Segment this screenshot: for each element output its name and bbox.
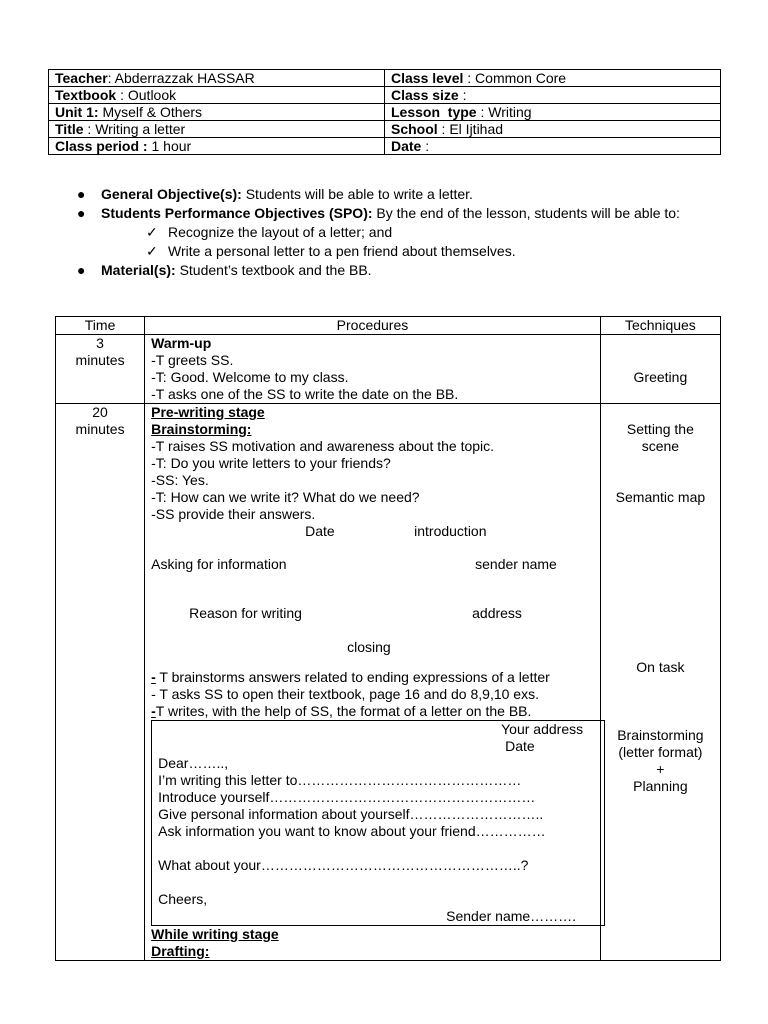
- unit-cell: Unit 1: Myself & Others: [49, 104, 385, 121]
- prewriting-technique: Setting the scene Semantic map On task Brainstorming (letter format) + Planning: [600, 404, 720, 961]
- spo-item: ✓ Recognize the layout of a letter; and: [146, 224, 393, 240]
- spo-item: ✓ Write a personal letter to a pen friend about themselves.: [146, 243, 516, 259]
- warmup-procedure: Warm-up -T greets SS. -T: Good. Welcome to my class. -T asks one of the SS to write the date on the BB.: [145, 335, 601, 404]
- objectives-list: [77, 185, 711, 280]
- header-techniques: Techniques: [600, 317, 720, 335]
- procedures-table: [55, 316, 721, 961]
- general-objective: ● General Objective(s): Students will be able to write a letter.: [77, 186, 473, 202]
- checkmark-icon: ✓: [146, 243, 158, 259]
- class-period-cell: Class period : 1 hour: [49, 138, 385, 155]
- letter-format-box: Your address Date Dear…….., I’m writing this letter to………………………………………… Introduce yourself………………………………………………… Give personal information about yourself……………………….. Ask information you want to know about your friend…………… What about your………………………………………………..? Cheers, Sender name……….: [151, 720, 605, 926]
- prewriting-time: 20 minutes: [56, 404, 145, 961]
- class-size-cell: Class size :: [385, 87, 721, 104]
- spo-checklist: [101, 223, 711, 261]
- teacher-cell: Teacher: Abderrazzak HASSAR: [49, 70, 385, 87]
- warmup-time: 3 minutes: [56, 335, 145, 404]
- bullet-icon: ●: [77, 186, 86, 202]
- textbook-cell: Textbook : Outlook: [49, 87, 385, 104]
- bullet-icon: ●: [77, 262, 86, 278]
- date-cell: Date :: [385, 138, 721, 155]
- header-procedures: Procedures: [145, 317, 601, 335]
- warmup-row: [56, 335, 721, 404]
- checkmark-icon: ✓: [146, 224, 158, 240]
- class-level-cell: Class level : Common Core: [385, 70, 721, 87]
- bullet-icon: ●: [77, 205, 86, 221]
- school-cell: School : El Ijtihad: [385, 121, 721, 138]
- spo-objective: ● Students Performance Objectives (SPO): By the end of the lesson, students will be able to: ✓ Recognize the layout of a letter; and ✓ Write a personal letter to a pen friend about themselves.: [101, 204, 711, 261]
- prewriting-procedure: Pre-writing stage Brainstorming: -T raises SS motivation and awareness about the topic. -T: Do you write letters to your friends? -SS: Yes. -T: How can we write it? What do we need? -SS provide their answers. Date introduction Asking for information sender name Reason for writing address closing - T brainstorms answers related to ending expressions of a letter - T asks SS to open their textbook, page 16 and do 8,9,10 exs. -T writes, with the help of SS, the format of a letter on the BB. Your address Date Dear…….., I’m writing this letter to………………………………………… Introduce yourself………………………………………………… Give personal information about yourself……………………….. Ask information you want to know about your friend…………… What about your………………………………………………..? Cheers, Sender name………. While writing stage Drafting:: [145, 404, 601, 961]
- prewriting-row: [56, 404, 721, 961]
- lesson-type-cell: Lesson type : Writing: [385, 104, 721, 121]
- header-time: Time: [56, 317, 145, 335]
- lesson-info-table: [48, 69, 721, 155]
- warmup-technique: Greeting: [600, 335, 720, 404]
- semantic-map: Date introduction Asking for information sender name Reason for writing address closing: [151, 523, 557, 655]
- materials: ● Material(s): Student’s textbook and the BB.: [77, 262, 372, 278]
- title-cell: Title : Writing a letter: [49, 121, 385, 138]
